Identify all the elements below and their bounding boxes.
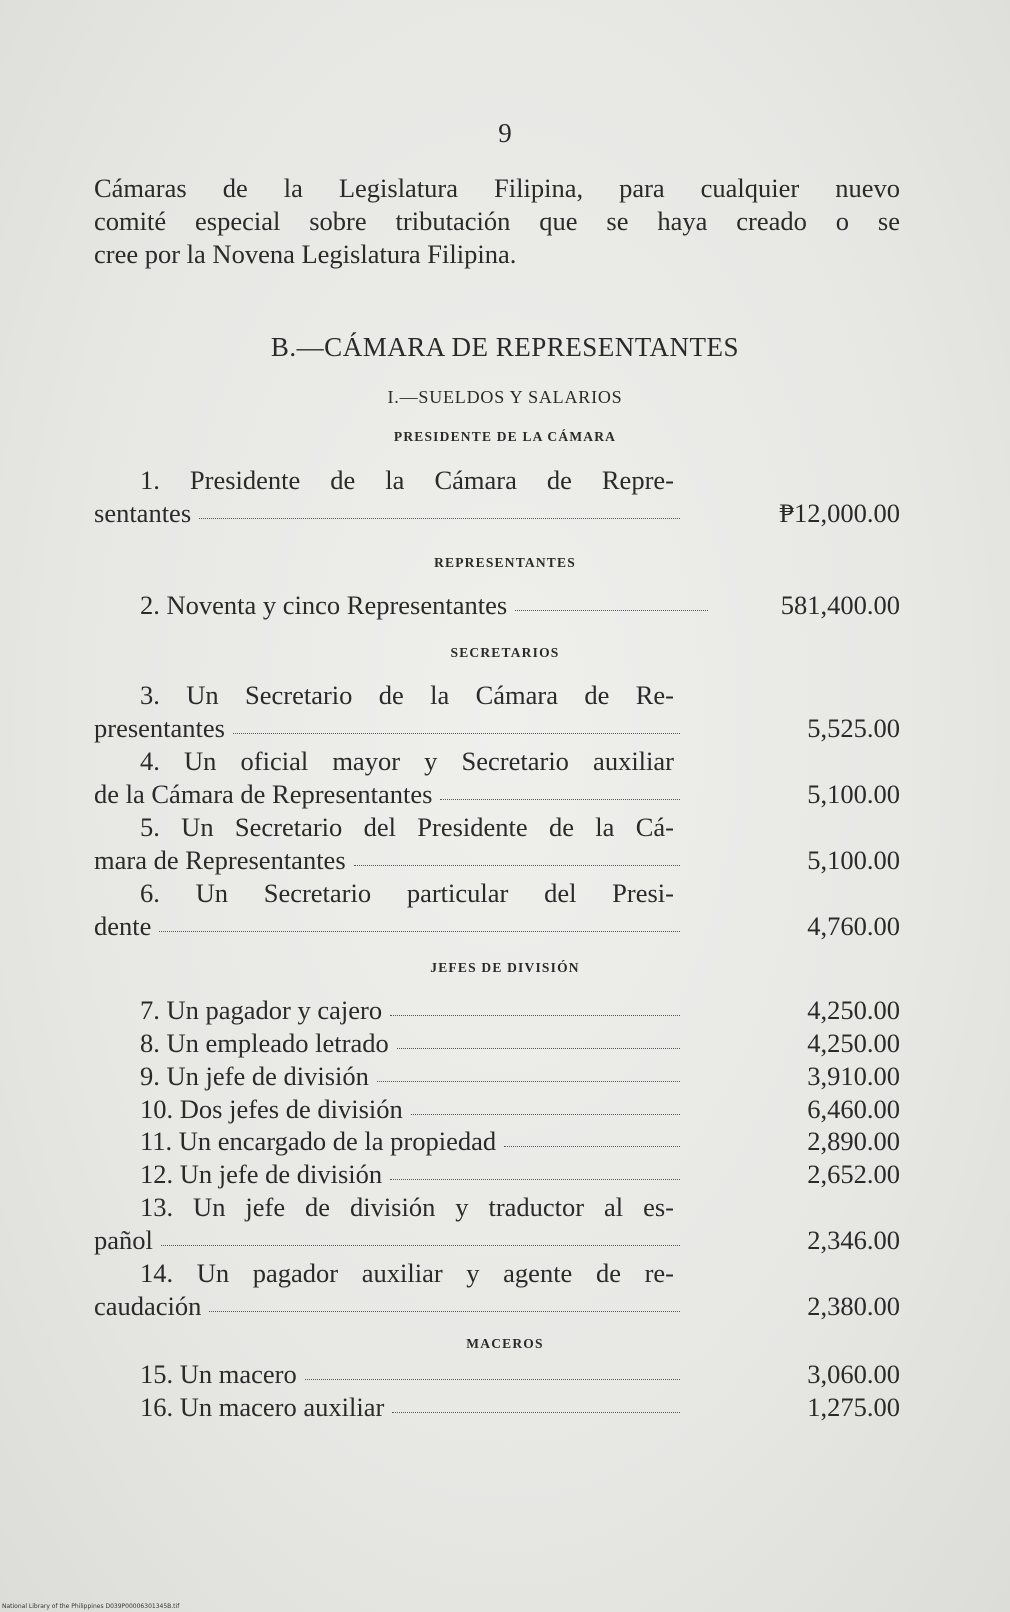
dot-leader [515, 610, 708, 611]
salary-item-text: 12. Un jefe de división [140, 1159, 383, 1189]
dot-leader [233, 733, 680, 734]
heading-jefes-division: JEFES DE DIVISIÓN [430, 960, 580, 975]
heading-secretarios: SECRETARIOS [450, 645, 560, 660]
heading-maceros: MACEROS [466, 1336, 544, 1351]
salary-item-text: 8. Un empleado letrado [140, 1028, 389, 1058]
dot-leader [199, 518, 680, 519]
scan-footer: National Library of the Philippines D039P00006301345B.tif [2, 1603, 180, 1610]
dot-leader [377, 1081, 680, 1082]
intro-line: Cámaras de la Legislatura Filipina, para cualquier nuevo [94, 173, 900, 203]
page-number: 9 [498, 118, 512, 148]
salary-item-line [94, 1026, 900, 1060]
dot-leader [397, 1048, 680, 1049]
salary-amount: 3,060.00 [807, 1359, 900, 1389]
salary-item-text: 2. Noventa y cinco Representantes [140, 590, 508, 620]
salary-item-line [94, 810, 900, 844]
salary-item-text: de la Cámara de Representantes [94, 779, 433, 809]
salary-item-line [94, 1157, 900, 1191]
salary-item-line [94, 843, 900, 877]
salary-item-text: 1. Presidente de la Cámara de Repre- [140, 465, 674, 495]
salary-item-line [94, 463, 900, 497]
intro-line: cree por la Novena Legislatura Filipina. [94, 239, 517, 269]
salary-item-text: 5. Un Secretario del Presidente de la Cá- [140, 812, 674, 842]
section-title: B.—CÁMARA DE REPRESENTANTES [270, 332, 740, 362]
salary-item-line [94, 588, 900, 622]
salary-item-text: mara de Representantes [94, 845, 346, 875]
salary-item-line [94, 1124, 900, 1158]
salary-item-text: dente [94, 911, 152, 941]
salary-item-text: pañol [94, 1225, 153, 1255]
salary-item-text: presentantes [94, 713, 225, 743]
salary-item-line [94, 1390, 900, 1424]
dot-leader [411, 1114, 680, 1115]
salary-amount: 3,910.00 [807, 1061, 900, 1091]
heading-representantes: REPRESENTANTES [434, 555, 576, 570]
salary-item-line [94, 1190, 900, 1224]
salary-amount: 5,100.00 [807, 779, 900, 809]
salary-amount: 5,100.00 [807, 845, 900, 875]
salary-amount: 5,525.00 [807, 713, 900, 743]
salary-amount: 2,346.00 [807, 1225, 900, 1255]
salary-item-text: 16. Un macero auxiliar [140, 1392, 385, 1422]
salary-amount: 2,652.00 [807, 1159, 900, 1189]
dot-leader [305, 1379, 680, 1380]
salary-item-line [94, 1059, 900, 1093]
salary-item-line [94, 678, 900, 712]
salary-item-text: 10. Dos jefes de división [140, 1094, 403, 1124]
salary-item-line [94, 777, 900, 811]
salary-item-line [94, 1357, 900, 1391]
salary-item-text: 3. Un Secretario de la Cámara de Re- [140, 680, 674, 710]
salary-item-line [94, 744, 900, 778]
salary-item-text: 4. Un oficial mayor y Secretario auxiliar [140, 746, 674, 776]
salary-item-line [94, 876, 900, 910]
salary-item-text: 7. Un pagador y cajero [140, 995, 383, 1025]
salary-item-line [94, 1223, 900, 1257]
dot-leader [209, 1311, 680, 1312]
heading-presidente: PRESIDENTE DE LA CÁMARA [393, 429, 617, 444]
dot-leader [161, 1245, 680, 1246]
salary-item-text: 6. Un Secretario particular del Presi- [140, 878, 674, 908]
dot-leader [392, 1412, 680, 1413]
dot-leader [354, 865, 680, 866]
dot-leader [440, 799, 680, 800]
salary-item-line [94, 1256, 900, 1290]
salary-amount: 581,400.00 [780, 590, 900, 620]
salary-amount: 1,275.00 [807, 1392, 900, 1422]
salary-amount: 4,250.00 [807, 995, 900, 1025]
intro-line: comité especial sobre tributación que se haya creado o se [94, 206, 900, 236]
subsection-title: I.—SUELDOS Y SALARIOS [387, 387, 623, 407]
salary-item-text: 11. Un encargado de la propiedad [140, 1126, 497, 1156]
salary-item-text: 13. Un jefe de división y traductor al es- [140, 1192, 674, 1222]
salary-item-line [94, 711, 900, 745]
salary-item-line [94, 993, 900, 1027]
dot-leader [159, 931, 680, 932]
salary-amount: 2,890.00 [807, 1126, 900, 1156]
salary-amount: ₱12,000.00 [779, 498, 900, 528]
dot-leader [390, 1015, 680, 1016]
salary-item-line [94, 496, 900, 530]
salary-item-text: caudación [94, 1291, 202, 1321]
dot-leader [390, 1179, 680, 1180]
salary-amount: 4,760.00 [807, 911, 900, 941]
salary-item-line [94, 909, 900, 943]
salary-amount: 4,250.00 [807, 1028, 900, 1058]
salary-item-text: sentantes [94, 498, 192, 528]
salary-item-text: 15. Un macero [140, 1359, 297, 1389]
salary-item-line [94, 1092, 900, 1126]
dot-leader [504, 1146, 680, 1147]
salary-amount: 2,380.00 [807, 1291, 900, 1321]
salary-item-text: 14. Un pagador auxiliar y agente de re- [140, 1258, 674, 1288]
salary-item-text: 9. Un jefe de división [140, 1061, 369, 1091]
salary-item-line [94, 1289, 900, 1323]
salary-amount: 6,460.00 [807, 1094, 900, 1124]
